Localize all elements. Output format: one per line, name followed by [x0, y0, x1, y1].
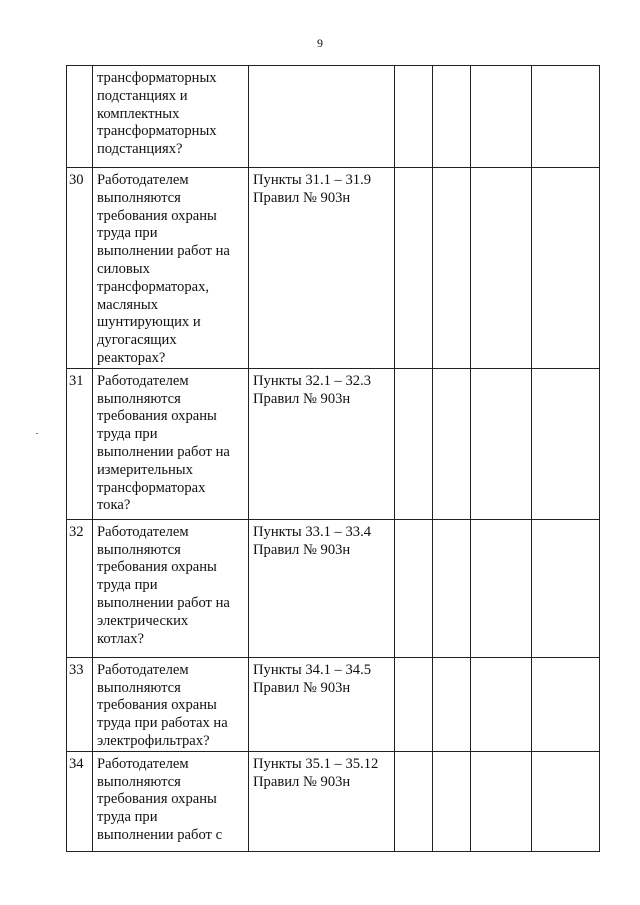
reference-line: Правил № 903н — [253, 773, 351, 790]
question-line: труда при — [97, 577, 158, 594]
answer-cell — [433, 751, 471, 851]
question-line: Работодателем — [97, 755, 189, 772]
answer-cell — [471, 519, 532, 657]
table-row — [67, 368, 600, 519]
question-line: Работодателем — [97, 661, 189, 678]
question-line: Работодателем — [97, 372, 189, 389]
question-line: электрических — [97, 612, 189, 629]
question-line: масляных — [97, 296, 158, 313]
question-line: требования охраны — [97, 791, 217, 808]
question-line: труда при — [97, 426, 158, 443]
question-line: комплектных — [97, 105, 180, 122]
table-row — [67, 751, 600, 851]
reference-line: Пункты 34.1 – 34.5 — [253, 661, 372, 678]
answer-cell — [395, 368, 433, 519]
answer-cell — [532, 368, 600, 519]
question-line: подстанциях? — [97, 141, 183, 158]
question-line: требования охраны — [97, 559, 217, 576]
requirement-question — [93, 368, 249, 519]
question-line: выполняются — [97, 189, 181, 206]
answer-cell — [433, 368, 471, 519]
reference-line: Правил № 903н — [253, 541, 351, 558]
table-row — [67, 519, 600, 657]
answer-cell — [532, 657, 600, 751]
answer-cell — [532, 519, 600, 657]
regulation-reference — [249, 751, 395, 851]
page-number: 9 — [317, 36, 323, 50]
answer-cell — [433, 657, 471, 751]
question-line: требования охраны — [97, 408, 217, 425]
reference-line: Правил № 903н — [253, 189, 351, 206]
row-number: 34 — [67, 751, 93, 851]
answer-cell — [395, 657, 433, 751]
regulation-reference — [249, 66, 395, 168]
answer-cell — [395, 519, 433, 657]
question-line: требования охраны — [97, 697, 217, 714]
requirement-question — [93, 657, 249, 751]
question-line: подстанциях и — [97, 87, 188, 104]
question-line: выполнении работ на — [97, 443, 230, 460]
question-line: выполнении работ с — [97, 826, 223, 843]
question-line: электрофильтрах? — [97, 732, 210, 749]
question-line: трансформаторных — [97, 123, 217, 140]
reference-line: Пункты 35.1 – 35.12 — [253, 755, 379, 772]
question-line: тока? — [97, 497, 131, 514]
row-number: 33 — [67, 657, 93, 751]
question-line: выполнении работ на — [97, 243, 230, 260]
question-line: Работодателем — [97, 523, 189, 540]
reference-line: Правил № 903н — [253, 679, 351, 696]
question-line: измерительных — [97, 461, 193, 478]
answer-cell — [471, 368, 532, 519]
answer-cell — [433, 168, 471, 369]
answer-cell — [433, 66, 471, 168]
question-line: выполняются — [97, 773, 181, 790]
question-line: силовых — [97, 260, 150, 277]
row-number: 31 — [67, 368, 93, 519]
question-line: Работодателем — [97, 172, 189, 188]
table-row — [67, 657, 600, 751]
reference-line: Пункты 33.1 – 33.4 — [253, 523, 372, 540]
regulation-reference — [249, 519, 395, 657]
question-line: труда при работах на — [97, 715, 228, 732]
answer-cell — [532, 66, 600, 168]
reference-line: Пункты 31.1 – 31.9 — [253, 172, 372, 188]
question-line: выполнении работ на — [97, 594, 230, 611]
answer-cell — [471, 657, 532, 751]
question-line: реакторах? — [97, 349, 166, 366]
row-number: 30 — [67, 168, 93, 369]
question-line: выполняются — [97, 679, 181, 696]
question-line: трансформаторных — [97, 70, 217, 86]
answer-cell — [395, 168, 433, 369]
requirement-question — [93, 66, 249, 168]
answer-cell — [433, 519, 471, 657]
reference-line: Пункты 32.1 – 32.3 — [253, 372, 372, 389]
question-line: котлах? — [97, 630, 145, 647]
question-line: шунтирующих и — [97, 314, 201, 331]
question-line: выполняются — [97, 541, 181, 558]
question-line: дугогасящих — [97, 332, 177, 349]
checklist-rows — [67, 66, 600, 852]
table-row — [67, 168, 600, 369]
answer-cell — [532, 168, 600, 369]
reference-line: Правил № 903н — [253, 390, 351, 407]
row-number: 32 — [67, 519, 93, 657]
requirement-question — [93, 168, 249, 369]
table-row — [67, 66, 600, 168]
row-number — [67, 66, 93, 168]
answer-cell — [395, 66, 433, 168]
question-line: труда при — [97, 809, 158, 826]
regulation-reference — [249, 368, 395, 519]
scan-mark — [36, 433, 38, 434]
answer-cell — [471, 168, 532, 369]
question-line: трансформаторах, — [97, 278, 210, 295]
checklist-table — [66, 65, 600, 852]
answer-cell — [471, 751, 532, 851]
regulation-reference — [249, 657, 395, 751]
answer-cell — [471, 66, 532, 168]
question-line: требования охраны — [97, 207, 217, 224]
answer-cell — [395, 751, 433, 851]
requirement-question — [93, 519, 249, 657]
requirement-question — [93, 751, 249, 851]
regulation-reference — [249, 168, 395, 369]
question-line: трансформаторах — [97, 479, 206, 496]
answer-cell — [532, 751, 600, 851]
question-line: труда при — [97, 225, 158, 242]
question-line: выполняются — [97, 390, 181, 407]
